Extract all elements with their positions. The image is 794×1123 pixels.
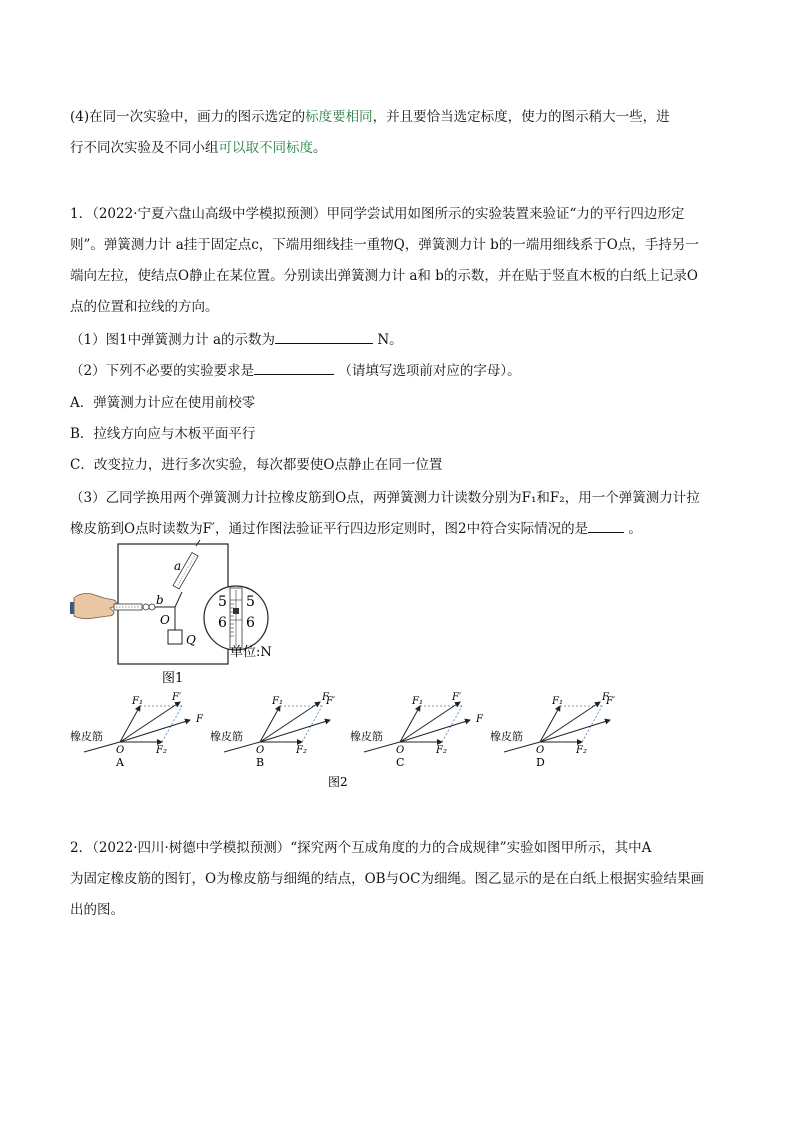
label-o: O [160,613,170,627]
q1-option-b: B．拉线方向应与木板平面平行 [70,426,256,442]
label-top-vector: F′ [172,692,182,703]
rubber-band-line [84,742,120,752]
q1-sub-3-line-2 [70,517,642,537]
scale-5-left: 5 [218,594,227,610]
q1-sub-1-unit: N。 [373,332,403,348]
unit-label: 单位:N [230,645,272,660]
highlight-different-scale: 可以取不同标度 [218,140,313,156]
q1-stem-line-4: 点的位置和拉线的方向。 [70,299,219,315]
vector-f [260,702,320,742]
note-text: (4)在同一次实验中，画力的图示选定的 [70,109,306,125]
pointer [233,608,239,614]
option-letter-c: C [396,756,405,769]
highlight-same-scale: 标度要相同 [305,109,373,125]
q1-sub-2-text: （2）下列不必要的实验要求是 [70,363,255,379]
hand-icon [70,594,117,619]
vector-f-prime [400,702,460,742]
q2-stem-line-3: 出的图。 [70,902,124,918]
option-d-diagram [490,692,616,769]
option-letter-b: B [256,756,265,769]
rubber-band-label: 橡皮筋 [490,730,523,743]
note-text: ，并且要恰当选定标度，使力的图示稍大一些，进 [372,109,670,125]
note-text: 。 [313,140,327,156]
q1-sub-1-text: （1）图1中弹簧测力计 a的示数为 [70,332,276,348]
rubber-band-label: 橡皮筋 [210,730,243,743]
label-a: a [174,559,182,573]
label-top-vector: F [322,692,329,703]
rubber-band-line [364,742,400,752]
origin-label: O [536,745,545,756]
figure-1 [70,540,300,692]
rubber-band-line [504,742,540,752]
option-a-diagram [70,692,204,769]
label-f2: F₂ [576,745,587,756]
figure-1-caption: 图1 [162,671,184,686]
vector-f [540,702,600,742]
rubber-band-label: 橡皮筋 [350,730,383,743]
note-4-line-1 [70,105,670,125]
label-side-vector: F′ [606,696,616,707]
label-f1: F₁ [132,696,143,707]
q1-option-a: A．弹簧测力计应在使用前校零 [70,395,256,411]
origin-label: O [116,745,125,756]
spring-scale-a [173,540,200,607]
q1-stem-line-3: 端向左拉，使结点O静止在某位置。分别读出弹簧测力计 a和 b的示数，并在贴于竖直木板的白纸上记录O [70,268,698,284]
scale-6-left: 6 [218,615,227,631]
vector-f-prime [120,702,180,742]
label-q: Q [186,633,196,647]
scale-6-right: 6 [246,615,255,631]
figure-2-caption: 图2 [328,775,348,789]
q1-sub-3-end: 。 [624,521,642,537]
rubber-band-line [224,742,260,752]
option-c-diagram [350,692,484,769]
q1-sub-3-line-1: （3）乙同学换用两个弹簧测力计拉橡皮筋到O点，两弹簧测力计读数分别为F₁和F₂，用一个弹簧测力计拉 [70,490,700,506]
label-f2: F₂ [156,745,167,756]
label-f1: F₁ [272,696,283,707]
option-letter-d: D [536,756,545,769]
label-top-vector: F [602,692,609,703]
answer-blank-3[interactable] [588,520,624,533]
origin-label: O [256,745,265,756]
q1-stem-line-1: 1．（2022·宁夏六盘山高级中学模拟预测）甲同学尝试用如图所示的实验装置来验证“力的平行四边形定 [70,206,685,222]
q1-sub-1 [70,328,403,348]
q1-sub-2-hint: （请填写选项前对应的字母）。 [334,363,521,379]
label-f1: F₁ [412,696,423,707]
note-4-line-2 [70,136,327,156]
label-side-vector: F [476,714,483,725]
q2-stem-line-2: 为固定橡皮筋的图钉，O为橡皮筋与细绳的结点，OB与OC为细绳。图乙显示的是在白纸上根据实验结果画 [70,871,704,887]
label-f2: F₂ [296,745,307,756]
q2-stem-line-1: 2．（2022·四川·树德中学模拟预测）“探究两个互成角度的力的合成规律”实验如图甲所示，其中A [70,840,652,856]
option-letter-a: A [116,756,124,769]
q1-stem-line-2: 则”。弹簧测力计 a挂于固定点c，下端用细线挂一重物Q，弹簧测力计 b的一端用细线系于O点，手持另一 [70,237,699,253]
label-side-vector: F [196,714,203,725]
answer-blank-1[interactable] [275,331,373,344]
label-f1: F₁ [552,696,563,707]
label-b: b [156,593,164,607]
spring-scale-b [114,604,155,610]
label-top-vector: F′ [452,692,462,703]
origin-label: O [396,745,405,756]
q1-sub-2 [70,359,521,379]
note-text: 行不同次实验及不同小组 [70,140,219,156]
label-f2: F₂ [436,745,447,756]
label-side-vector: F′ [326,696,336,707]
option-b-diagram [210,692,336,769]
magnified-scale [204,586,268,650]
rubber-band-label: 橡皮筋 [70,730,103,743]
q1-option-c: C．改变拉力，进行多次实验，每次都要使O点静止在同一位置 [70,457,443,473]
weight-q [168,630,182,644]
figure-2 [70,690,630,795]
scale-5-right: 5 [246,594,255,610]
answer-blank-2[interactable] [254,362,334,375]
q1-sub-3-text: 橡皮筋到O点时读数为F′，通过作图法验证平行四边形定则时，图2中符合实际情况的是 [70,521,589,537]
